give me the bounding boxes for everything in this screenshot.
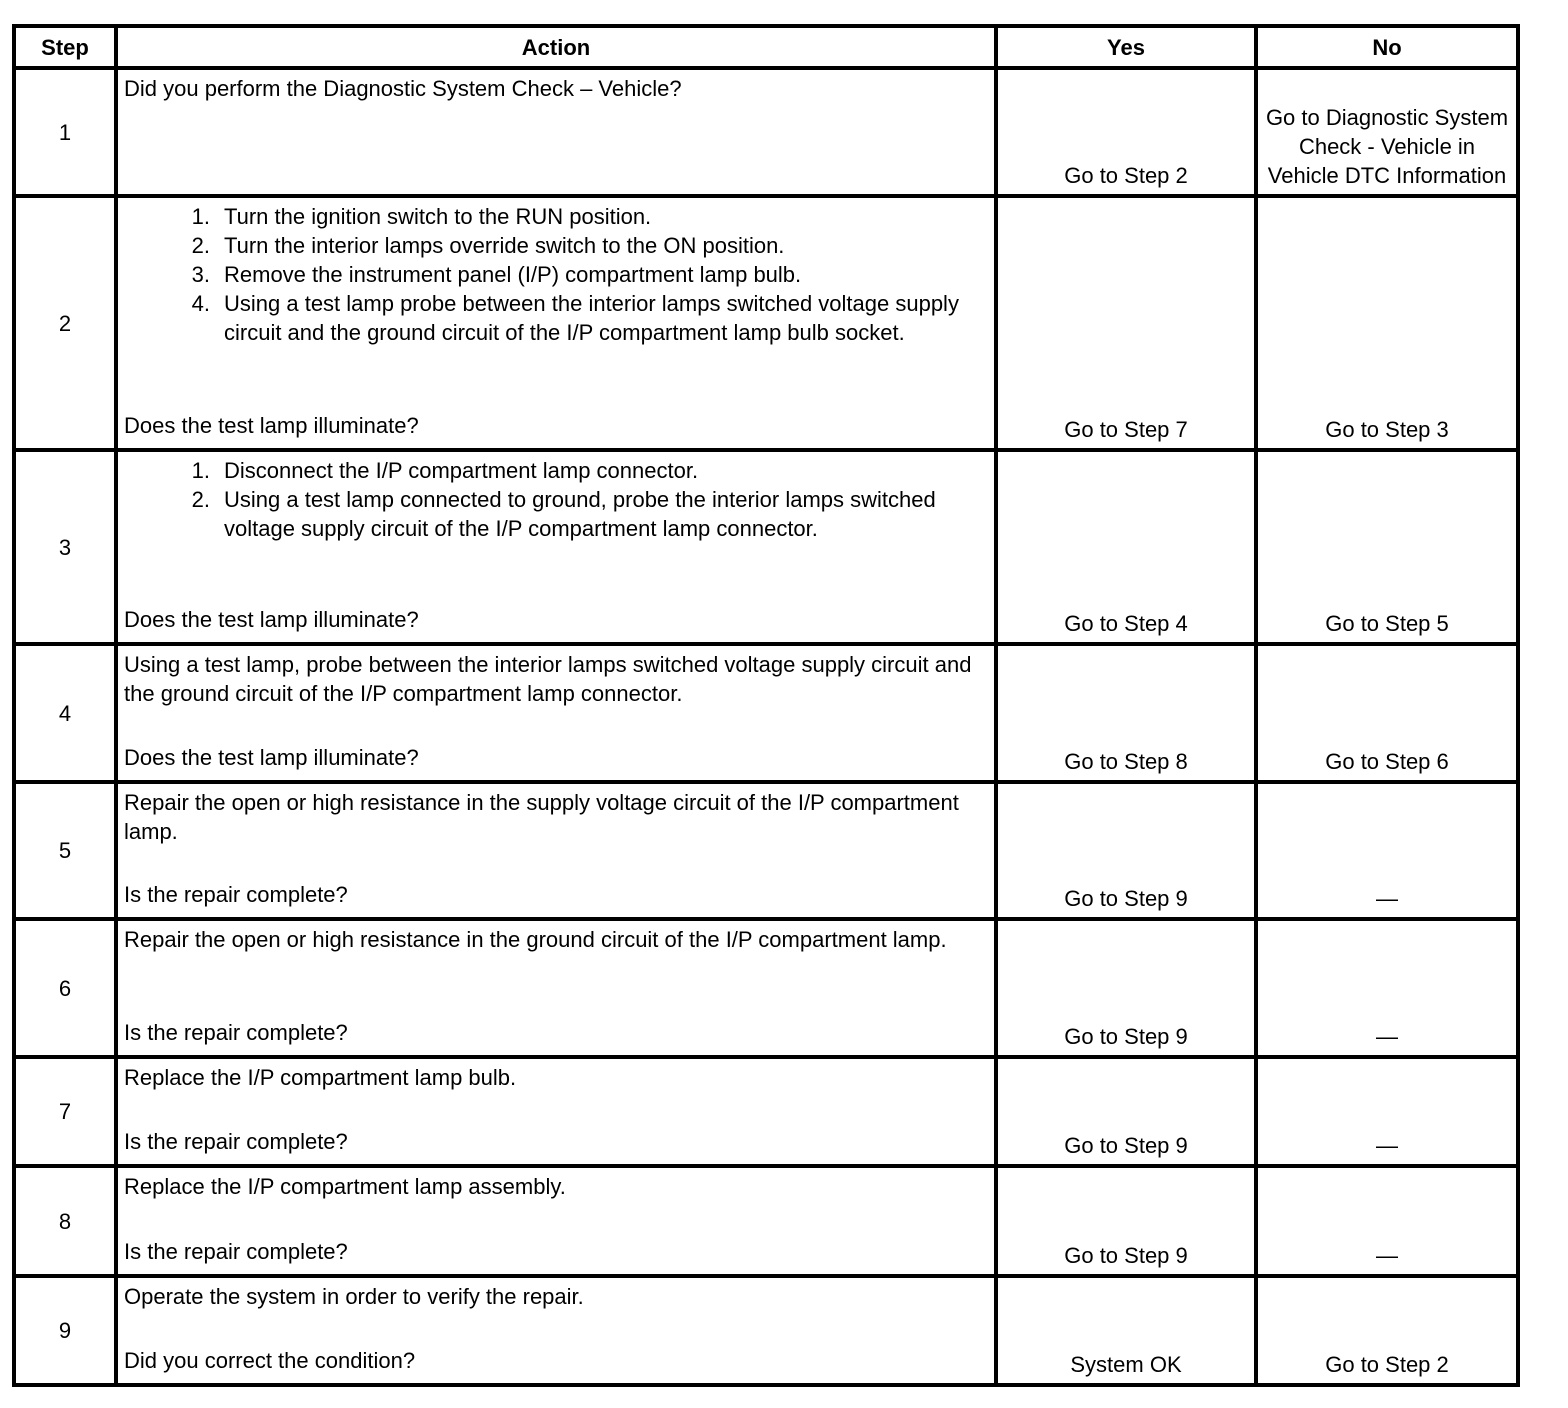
list-item-text: Using a test lamp connected to ground, probe the interior lamps switched voltage supply circuit of the I/P compartment lamp connector.	[224, 487, 936, 541]
action-body	[124, 650, 990, 708]
table-row	[14, 68, 1518, 196]
action-question: Is the repair complete?	[124, 1129, 348, 1154]
no-result: Go to Step 3	[1256, 196, 1518, 450]
action-question: Did you correct the condition?	[124, 1348, 416, 1373]
procedure-list	[124, 456, 990, 543]
table-row	[14, 919, 1518, 1057]
step-number: 5	[14, 782, 116, 919]
no-result: —	[1256, 1057, 1518, 1166]
header-step: Step	[14, 26, 116, 68]
action-cell	[116, 68, 996, 196]
list-item-number: 1.	[191, 204, 210, 229]
action-content	[124, 74, 990, 186]
list-item	[124, 202, 990, 231]
no-result: —	[1256, 782, 1518, 919]
yes-result: Go to Step 9	[996, 1166, 1256, 1276]
action-body	[124, 788, 990, 846]
action-question: Does the test lamp illuminate?	[124, 745, 419, 770]
no-result: —	[1256, 919, 1518, 1057]
yes-result: Go to Step 4	[996, 450, 1256, 644]
action-text: Repair the open or high resistance in the ground circuit of the I/P compartment lamp.	[124, 927, 947, 952]
action-content	[124, 1172, 990, 1266]
action-cell	[116, 644, 996, 782]
no-result: Go to Step 5	[1256, 450, 1518, 644]
table-row	[14, 450, 1518, 644]
list-item-text: Remove the instrument panel (I/P) compartment lamp bulb.	[224, 262, 802, 287]
action-body	[124, 1063, 990, 1092]
action-question: Is the repair complete?	[124, 1239, 348, 1264]
header-row	[14, 26, 1518, 68]
yes-result: Go to Step 9	[996, 1057, 1256, 1166]
action-question: Does the test lamp illuminate?	[124, 607, 419, 632]
yes-result: Go to Step 2	[996, 68, 1256, 196]
no-result: Go to Step 6	[1256, 644, 1518, 782]
action-body	[124, 1282, 990, 1311]
header-yes: Yes	[996, 26, 1256, 68]
yes-result: Go to Step 9	[996, 782, 1256, 919]
action-cell	[116, 782, 996, 919]
table-row	[14, 1166, 1518, 1276]
action-content	[124, 925, 990, 1047]
step-number: 3	[14, 450, 116, 644]
action-cell	[116, 1166, 996, 1276]
action-question: Does the test lamp illuminate?	[124, 413, 419, 438]
step-number: 1	[14, 68, 116, 196]
action-body	[124, 925, 990, 954]
list-item-number: 4.	[191, 291, 210, 316]
action-cell	[116, 919, 996, 1057]
table-row	[14, 644, 1518, 782]
action-question: Is the repair complete?	[124, 882, 348, 907]
action-cell	[116, 450, 996, 644]
step-number: 6	[14, 919, 116, 1057]
step-number: 7	[14, 1057, 116, 1166]
action-content	[124, 650, 990, 772]
list-item	[124, 260, 990, 289]
action-text: Replace the I/P compartment lamp bulb.	[124, 1065, 517, 1090]
action-body	[124, 1172, 990, 1201]
procedure-list	[124, 202, 990, 347]
list-item	[124, 289, 990, 347]
action-body	[124, 74, 990, 103]
list-item-text: Disconnect the I/P compartment lamp connector.	[224, 458, 699, 483]
table-row	[14, 1276, 1518, 1385]
list-item	[124, 485, 990, 543]
step-number: 2	[14, 196, 116, 450]
list-item-number: 2.	[191, 233, 210, 258]
step-number: 9	[14, 1276, 116, 1385]
header-no: No	[1256, 26, 1518, 68]
table-row	[14, 196, 1518, 450]
list-item-number: 1.	[191, 458, 210, 483]
header-action: Action	[116, 26, 996, 68]
list-item	[124, 231, 990, 260]
no-result: Go to Diagnostic System Check - Vehicle in Vehicle DTC Information	[1256, 68, 1518, 196]
action-content	[124, 1282, 990, 1375]
action-content	[124, 456, 990, 634]
yes-result: System OK	[996, 1276, 1256, 1385]
yes-result: Go to Step 9	[996, 919, 1256, 1057]
step-number: 8	[14, 1166, 116, 1276]
no-result: —	[1256, 1166, 1518, 1276]
action-cell	[116, 196, 996, 450]
action-content	[124, 788, 990, 909]
action-text: Did you perform the Diagnostic System Check – Vehicle?	[124, 76, 682, 101]
action-cell	[116, 1057, 996, 1166]
action-content	[124, 1063, 990, 1156]
list-item-number: 3.	[191, 262, 210, 287]
list-item-text: Turn the ignition switch to the RUN position.	[224, 204, 652, 229]
list-item-number: 2.	[191, 487, 210, 512]
action-text: Using a test lamp, probe between the interior lamps switched voltage supply circuit and the ground circuit of the I/P compartment lamp connector.	[124, 652, 972, 706]
action-text: Replace the I/P compartment lamp assembly.	[124, 1174, 566, 1199]
yes-result: Go to Step 8	[996, 644, 1256, 782]
action-text: Operate the system in order to verify the repair.	[124, 1284, 584, 1309]
action-cell	[116, 1276, 996, 1385]
action-body	[124, 202, 990, 347]
action-question: Is the repair complete?	[124, 1020, 348, 1045]
list-item	[124, 456, 990, 485]
yes-result: Go to Step 7	[996, 196, 1256, 450]
diagnostic-table	[12, 24, 1520, 1387]
step-number: 4	[14, 644, 116, 782]
action-text: Repair the open or high resistance in the supply voltage circuit of the I/P compartment lamp.	[124, 790, 959, 844]
action-body	[124, 456, 990, 543]
action-content	[124, 202, 990, 440]
table-row	[14, 782, 1518, 919]
no-result: Go to Step 2	[1256, 1276, 1518, 1385]
table-row	[14, 1057, 1518, 1166]
list-item-text: Using a test lamp probe between the interior lamps switched voltage supply circuit and the ground circuit of the I/P compartment lamp bulb socket.	[224, 291, 959, 345]
list-item-text: Turn the interior lamps override switch to the ON position.	[224, 233, 785, 258]
